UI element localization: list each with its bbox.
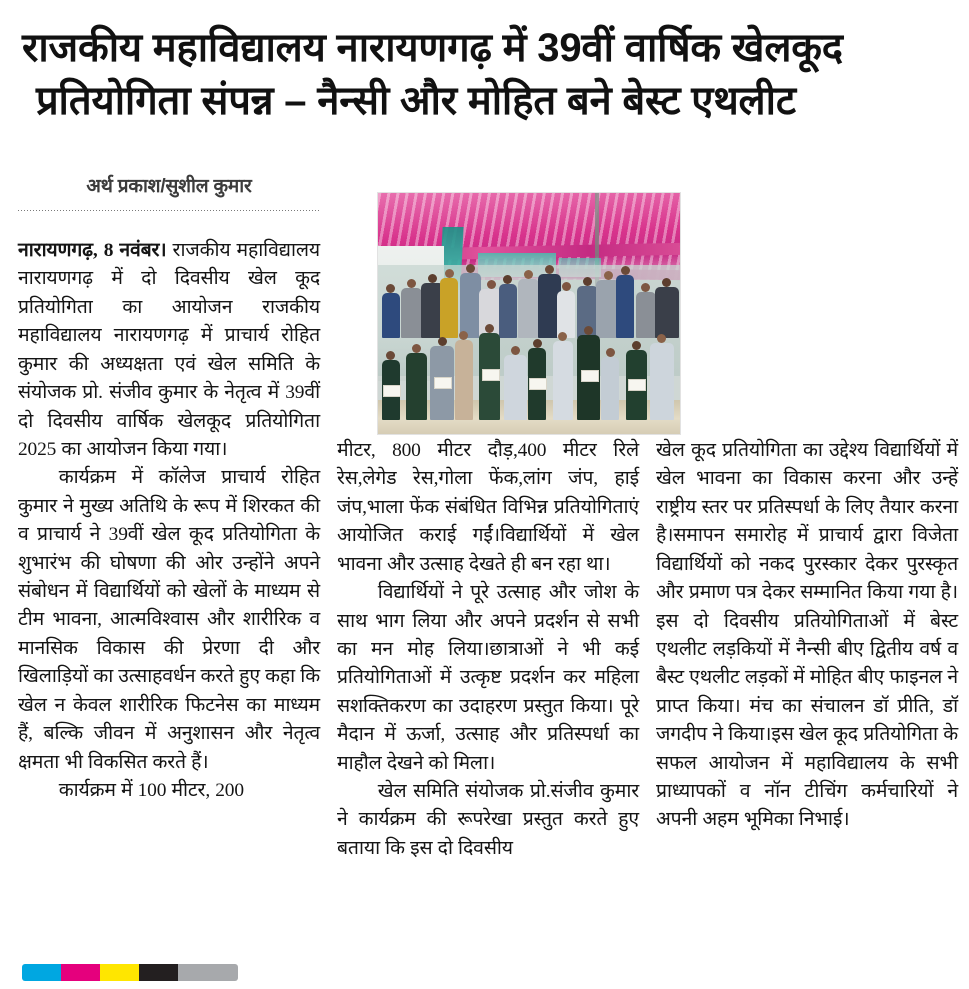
headline-line-1: राजकीय महाविद्यालय नारायणगढ़ में 39वीं वार्षिक खेलकूद	[22, 26, 843, 70]
column-2	[337, 437, 639, 863]
paragraph-text: राजकीय महाविद्यालय नारायणगढ़ में दो दिवसीय खेल कूद प्रतियोगिता का आयोजन राजकीय महाविद्यालय नारायणगढ़ में प्राचार्य रोहित कुमार की अध्यक्षता एवं खेल समिति के संयोजक प्रो. संजीव कुमार के नेतृत्व में 39वीं दो दिवसीय वार्षिक खेलकूद प्रतियोगिता 2025 का आयोजन किया गया।	[18, 240, 320, 460]
paragraph: खेल समिति संयोजक प्रो.संजीव कुमार ने कार्यक्रम की रूपरेखा प्रस्तुत करते हुए बताया कि इस दो दिवसीय	[337, 781, 639, 859]
headline-line-2: प्रतियोगिता संपन्न – नैन्सी और मोहित बने बेस्ट एथलीट	[36, 78, 796, 123]
cmyk-registration-bar	[22, 964, 238, 981]
byline: अर्थ प्रकाश/सुशील कुमार	[86, 176, 252, 197]
reg-swatch-black	[139, 964, 178, 981]
reg-swatch-yellow	[100, 964, 139, 981]
column-3	[656, 437, 958, 835]
paragraph: विद्यार्थियों ने पूरे उत्साह और जोश के साथ भाग लिया और अपने प्रदर्शन से सभी का मन मोह लिया।छात्राओं ने भी कई प्रतियोगिताओं में उत्कृष्ट प्रदर्शन कर महिला सशक्तिकरण का उदाहरण प्रस्तुत किया। पूरे मैदान में ऊर्जा, उत्साह और प्रतिस्पर्धा का माहौल देखने को मिला।	[337, 582, 639, 774]
paragraph: कार्यक्रम में कॉलेज प्राचार्य रोहित कुमार ने मुख्य अतिथि के रूप में शिरकत की व प्राचार्य ने 39वीं खेल कूद प्रतियोगिता के शुभारंभ की घोषणा की ओर उन्होंने अपने संबोधन में विद्यार्थियों को खेलों के माध्यम से टीम भावना, आत्मविश्वास और शारीरिक व मानसिक विकास की प्रेरणा दी और खिलाड़ियों का उत्साहवर्धन करते हुए कहा कि खेल न केवल शारीरिक फिटनेस का माध्यम हैं, बल्कि जीवन में अनुशासन और नेतृत्व क्षमता भी विकसित करते हैं।	[18, 467, 320, 773]
dateline: नारायणगढ़, 8 नवंबर।	[18, 240, 167, 261]
reg-swatch-gray	[178, 964, 238, 981]
article-body	[18, 0, 958, 989]
paragraph: कार्यक्रम में 100 मीटर, 200	[58, 780, 244, 802]
paragraph	[18, 237, 320, 464]
paragraph: मीटर, 800 मीटर दौड़,400 मीटर रिले रेस,लेगेड रेस,गोला फेंक,लांग जंप, हाई जंप,भाला फेंक संबंधित विभिन्न प्रतियोगिताएं आयोजित कराई गईं।विद्यार्थियों में खेल भावना और उत्साह देखते ही बन रहा था।	[337, 440, 639, 575]
column-1	[18, 237, 320, 805]
paragraph: खेल कूद प्रतियोगिता का उद्देश्य विद्यार्थियों में खेल भावना का विकास करना और उन्हें राष्ट्रीय स्तर पर प्रतिस्पर्धा के लिए तैयार करना है।समापन समारोह में प्राचार्य द्वारा विजेता विद्यार्थियों को नकद पुरस्कार देकर पुरस्कृत और प्रमाण पत्र देकर सम्मानित किया गया है।इस दो दिवसीय प्रतियोगिताओं में बेस्ट एथलीट लड़कियों में नैन्सी बीए द्वितीय वर्ष व बैस्ट एथलीट लड़कों में मोहित बीए फाइनल ने प्राप्त किया। मंच का संचालन डॉ प्रीति, डॉ जगदीप ने किया।इस खेल कूद प्रतियोगिता के सफल आयोजन में महाविद्यालय के सभी प्राध्यापकों व नॉन टीचिंग कर्मचारियों ने अपनी अहम भूमिका निभाई।	[656, 440, 958, 831]
reg-swatch-magenta	[61, 964, 100, 981]
reg-swatch-cyan	[22, 964, 61, 981]
